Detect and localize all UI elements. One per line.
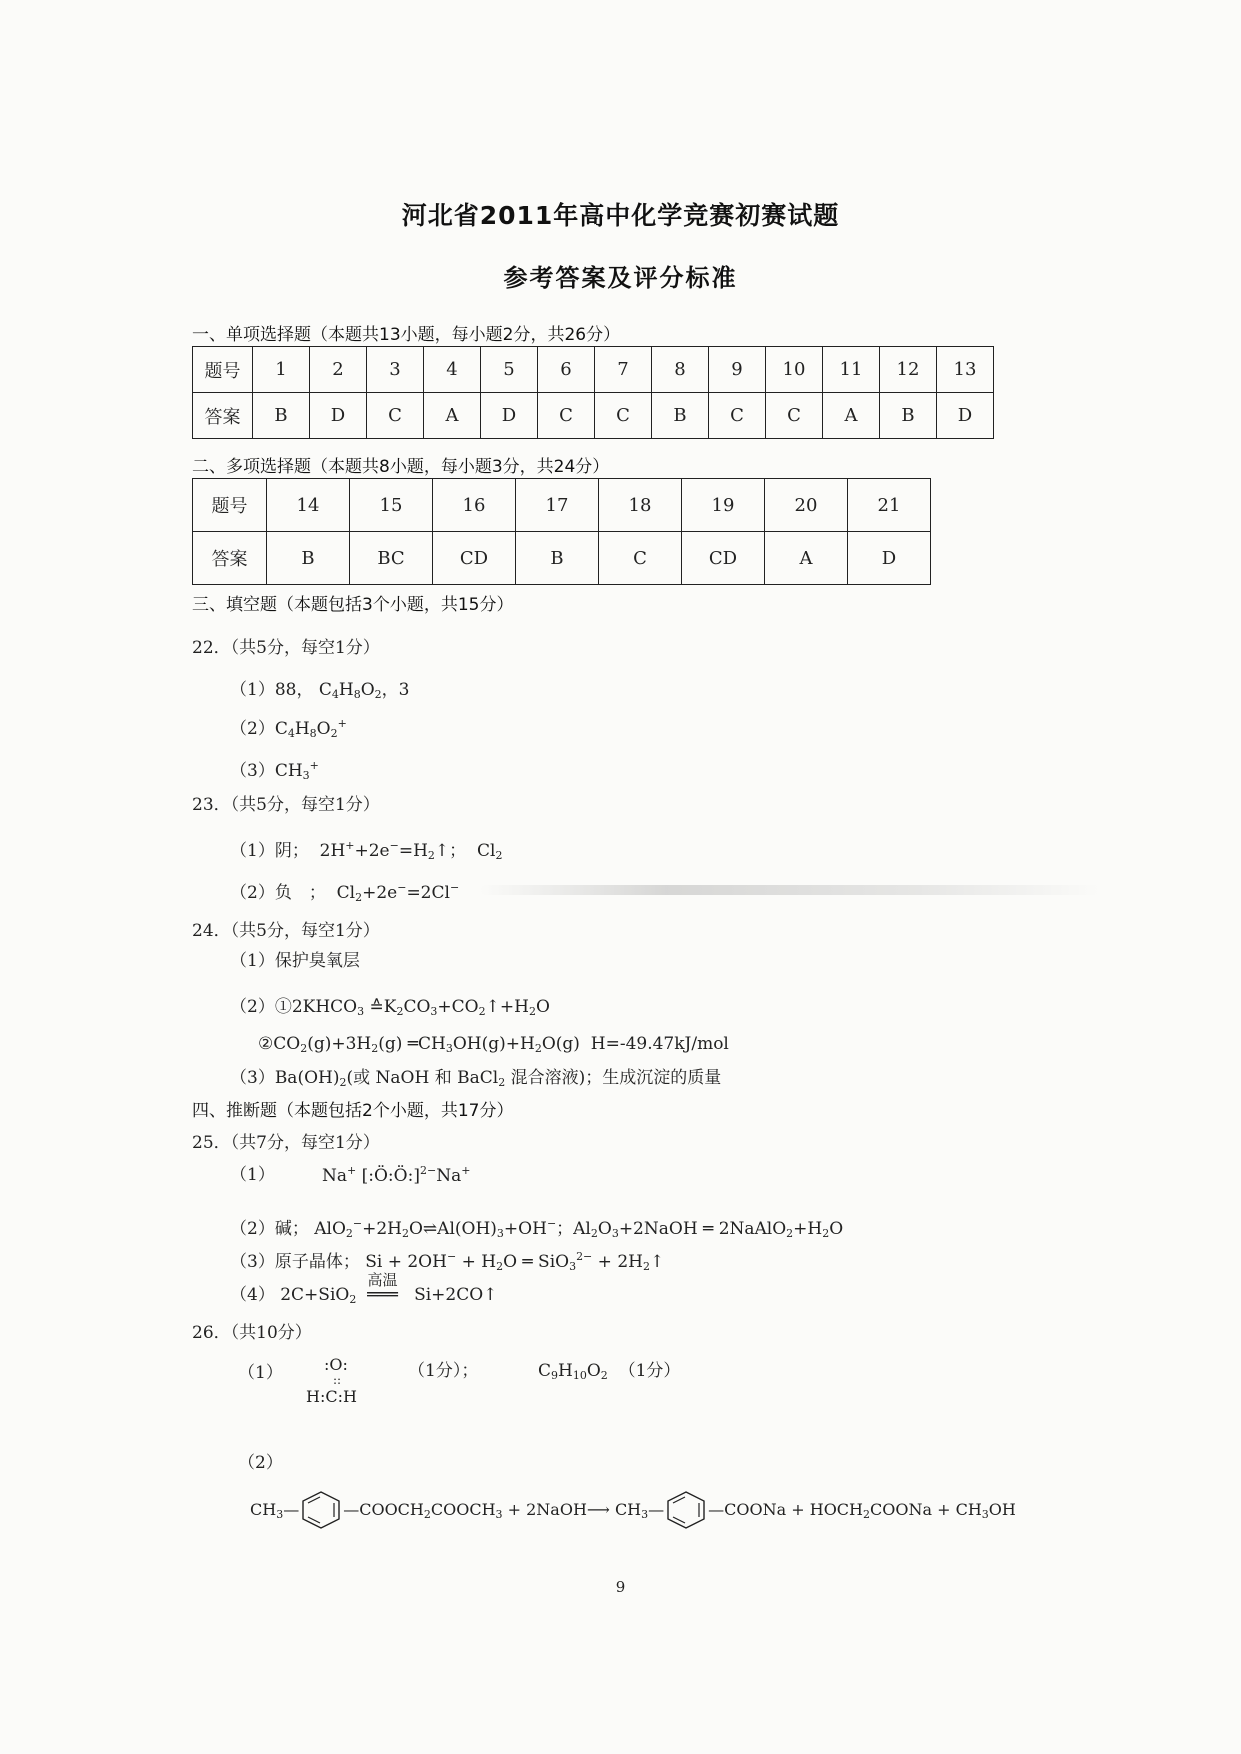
q25-answer-4: （4） 2C+SiO$_2$ 高温 ═══ Si+2CO↑ [230,1271,498,1306]
q24-answer-1: （1）保护臭氧层 [230,951,360,971]
q25-heading: 25．（共7分，每空1分） [192,1133,380,1153]
answer-cell: B [880,393,937,439]
answer-cell: C [595,393,652,439]
q22-answer-2: $(2)C_4H_8O_2^+$ [230,717,347,740]
q26-heading: 26．（共10分） [192,1323,312,1343]
q26-answer-2-label: （2） [238,1453,283,1473]
answer-cell: BC [350,532,433,585]
page-number: 9 [615,1578,626,1596]
table-row-numbers [193,347,994,393]
benzene-ring-icon [664,1490,708,1530]
question-number: 6 [538,347,595,393]
table-row-numbers [193,479,931,532]
q24-heading: 24．（共5分，每空1分） [192,921,380,941]
section-1-heading: 一、单项选择题（本题共13小题，每小题2分，共26分） [192,325,621,345]
question-number: 10 [766,347,823,393]
scan-smudge [480,885,1100,895]
q23-answer-2: （2）负 ； $Cl_2+2e^-=2Cl^-$ [230,881,460,904]
table-row-answers [193,532,931,585]
q22-heading: 22．（共5分，每空1分） [192,638,380,658]
answer-cell: C [367,393,424,439]
question-number: 17 [516,479,599,532]
question-number: 8 [652,347,709,393]
question-number: 21 [848,479,931,532]
answer-cell: D [481,393,538,439]
section-3-heading: 三、填空题（本题包括3个小题，共15分） [192,595,514,615]
answer-cell: D [937,393,994,439]
answer-cell: D [848,532,931,585]
question-number: 12 [880,347,937,393]
q22-answer-1: （1）88， $C_4H_8O_2$，3 [230,680,410,701]
question-number: 9 [709,347,766,393]
question-number: 19 [682,479,765,532]
row-label-question: 题号 [193,479,267,532]
table-row-answers [193,393,994,439]
q23-heading: 23．（共5分，每空1分） [192,795,380,815]
question-number: 20 [765,479,848,532]
question-number: 14 [267,479,350,532]
answer-cell: A [765,532,848,585]
single-choice-answer-table [192,346,994,439]
q23-answer-1: （1）阴； $2H^++2e^-=H_2↑$； $Cl_2$ [230,839,503,862]
question-number: 13 [937,347,994,393]
formaldehyde-electron-structure [300,1352,380,1410]
row-label-answer: 答案 [193,393,253,439]
reaction-condition: 高温 ═══ [367,1271,398,1305]
row-label-question: 题号 [193,347,253,393]
q26-reaction-equation: $CH_3—$ $—COOCH_2COOCH_3$ + 2NaOH⟶ $CH_3—$ —COONa + $HOCH_2COONa + CH_3OH$ [250,1490,1016,1530]
svg-text:H:C:H: H:C:H [306,1387,357,1406]
question-number: 5 [481,347,538,393]
page-title: 河北省2011年高中化学竞赛初赛试题 [401,201,840,230]
svg-text:::: :: [333,1373,342,1387]
section-2-heading: 二、多项选择题（本题共8小题，每小题3分，共24分） [192,457,610,477]
section-4-heading: 四、推断题（本题包括2个小题，共17分） [192,1101,514,1121]
question-number: 18 [599,479,682,532]
question-number: 15 [350,479,433,532]
answer-cell: CD [433,532,516,585]
q25-answer-1-electron-formula: Na+ [:Ö:Ö:]$^{2-}$Na+ [322,1164,471,1186]
page-subtitle: 参考答案及评分标准 [503,264,738,292]
answer-cell: C [766,393,823,439]
q26-answer-1-formula: $C_9H_{10}O_2$ （1分） [538,1361,681,1382]
answer-cell: D [310,393,367,439]
q26-answer-1-score: （1分）； [408,1361,479,1381]
q22-answer-3: $(3)CH_3^+$ [230,759,319,782]
answer-cell: CD [682,532,765,585]
multi-choice-answer-table [192,478,931,585]
row-label-answer: 答案 [193,532,267,585]
answer-cell: B [253,393,310,439]
question-number: 11 [823,347,880,393]
q25-answer-2: （2）碱； $AlO_2^-+2H_2O\rightleftharpoons Al(OH)_3+OH^-$；$Al_2O_3+2NaOH$ ═ $2NaAlO_2+H_2O$ [230,1217,844,1240]
answer-cell: C [538,393,595,439]
benzene-ring-icon [299,1490,343,1530]
answer-cell: A [424,393,481,439]
answer-cell: B [652,393,709,439]
question-number: 3 [367,347,424,393]
q24-answer-2b: $②CO_2(g)+3H_2(g)$ $═CH_3OH(g)+H_2O(g)$ H=-49.47kJ/mol [258,1034,729,1055]
svg-text::O:: :O: [324,1355,348,1374]
answer-cell: B [267,532,350,585]
answer-cell: C [709,393,766,439]
answer-cell: A [823,393,880,439]
question-number: 1 [253,347,310,393]
q24-answer-2a: $(2)①2KHCO_3$ $≙K_2CO_3+CO_2↑+H_2O$ [230,997,550,1018]
q25-answer-1-label: （1） [230,1165,275,1185]
question-number: 2 [310,347,367,393]
q26-answer-1-label: （1） [238,1363,283,1383]
question-number: 16 [433,479,516,532]
answer-cell: B [516,532,599,585]
q24-answer-3: $(3)Ba(OH)_2$(或 NaOH 和 BaCl$_2$ 混合溶液)；生成沉淀的质量 [230,1068,722,1089]
question-number: 7 [595,347,652,393]
answer-cell: C [599,532,682,585]
question-number: 4 [424,347,481,393]
q25-answer-3: （3）原子晶体； $Si + 2OH^- + H_2O$ ═ $SiO_3^{2-} + 2H_2↑$ [230,1250,665,1273]
